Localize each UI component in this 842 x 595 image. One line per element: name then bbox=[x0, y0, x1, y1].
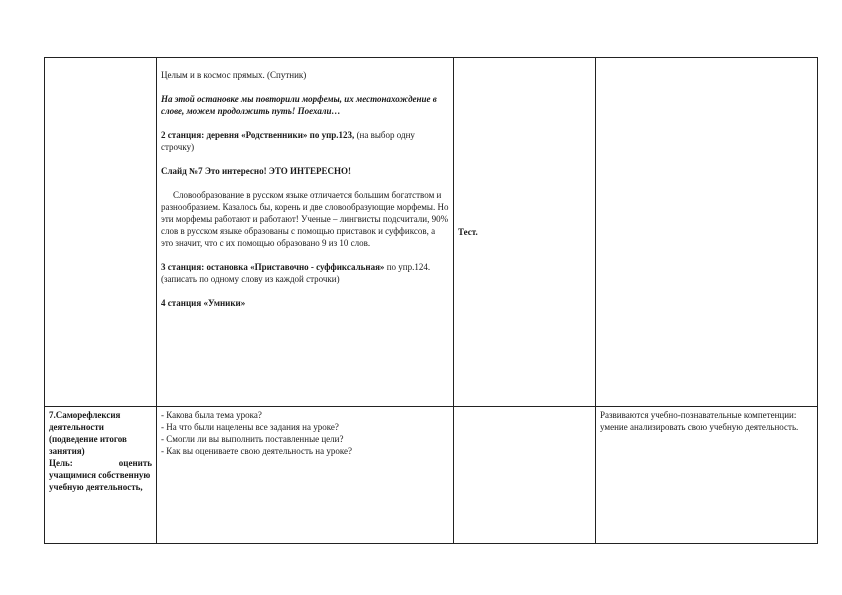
goal-label: Цель: bbox=[49, 458, 73, 468]
lesson-plan-table bbox=[44, 57, 818, 544]
goal-text: учащимися собственную учебную деятельность, bbox=[49, 470, 151, 492]
stage-cell-empty bbox=[45, 58, 157, 407]
station-2-note: (на выбор одну строчку) bbox=[161, 130, 415, 152]
competency-cell bbox=[596, 407, 818, 544]
assessment-text: Тест. bbox=[458, 227, 478, 237]
competency-cell-empty bbox=[596, 58, 818, 407]
assessment-cell bbox=[454, 58, 596, 407]
station-2 bbox=[161, 129, 449, 153]
content-line: Целым и в космос прямых. (Спутник) bbox=[161, 70, 307, 80]
station-3-title: 3 станция: остановка «Приставочно - суффиксальная» bbox=[161, 262, 385, 272]
goal-word: оценить bbox=[118, 458, 152, 468]
station-4: 4 станция «Умники» bbox=[161, 298, 246, 308]
station-3-note: по упр.124. (записать по одному слову из каждой строчки) bbox=[161, 262, 431, 284]
question-item: - Как вы оцениваете свою деятельность на уроке? bbox=[161, 446, 352, 456]
stage-cell bbox=[45, 407, 157, 544]
info-paragraph: Словообразование в русском языке отличается большим богатством и разнообразием. Казалось бы, корень и две словообразующие морфемы. Но эти морфемы работают и работают! Ученые – лингвисты подсчитали, 90% слов в русском языке образованы с помощью приставок и суффиксов, а это значит, что с их помощью образовано 9 из 10 слов. bbox=[161, 190, 449, 248]
station-2-title: 2 станция: деревня «Родственники» по упр.123, bbox=[161, 130, 355, 140]
stage-goal bbox=[49, 457, 152, 469]
competency-text: Развиваются учебно-познавательные компетенции: умение анализировать свою учебную деятельность. bbox=[600, 410, 799, 432]
station-3 bbox=[161, 261, 449, 285]
questions-cell bbox=[157, 407, 454, 544]
table-row bbox=[45, 58, 818, 407]
question-item: - На что были нацелены все задания на уроке? bbox=[161, 422, 339, 432]
stage-title: 7.Саморефлексия деятельности (подведение итогов занятия) bbox=[49, 410, 127, 456]
content-cell bbox=[157, 58, 454, 407]
assessment-cell-empty bbox=[454, 407, 596, 544]
question-item: - Смогли ли вы выполнить поставленные цели? bbox=[161, 434, 344, 444]
italic-note: На этой остановке мы повторили морфемы, их местонахождение в слове, можем продолжить путь! Поехали… bbox=[161, 94, 437, 116]
table-row bbox=[45, 407, 818, 544]
question-item: - Какова была тема урока? bbox=[161, 410, 262, 420]
slide-heading: Слайд №7 Это интересно! ЭТО ИНТЕРЕСНО! bbox=[161, 166, 352, 176]
